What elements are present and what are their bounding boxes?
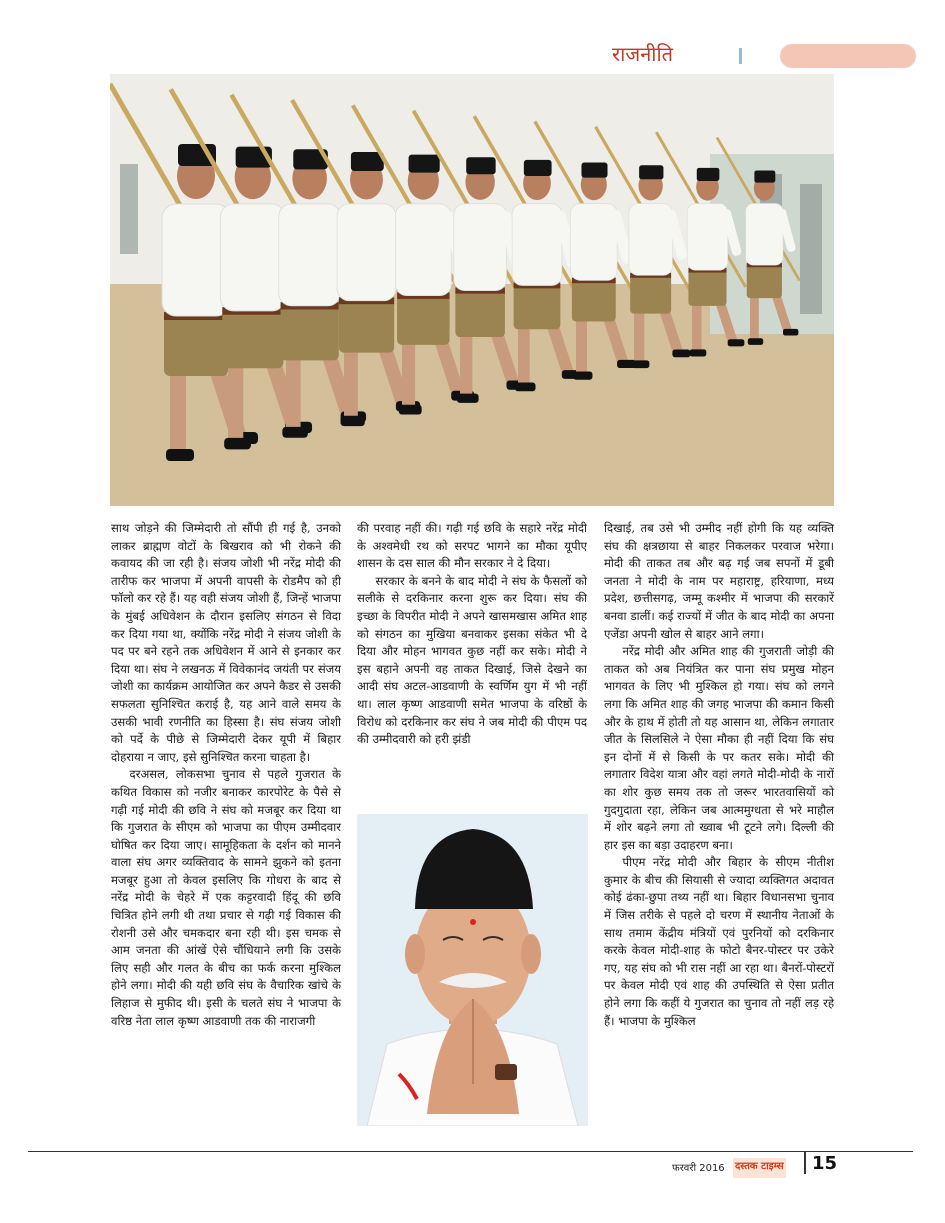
march-illustration [110,74,834,506]
section-label: राजनीति [612,42,674,66]
article-column-1 [111,520,341,1030]
paragraph: दरअसल, लोकसभा चुनाव से पहले गुजरात के कथित विकास को नजीर बनाकर कारपोरेट के पैसे से गढ़ी गई मोदी की छवि ने संघ को मजबूर कर दिया था कि गुजरात के सीएम को भाजपा का पीएम उम्मीदवार घोषित कर दिया जाए। सामूहिकता के दर्शन को मानने वाला संघ अगर व्यक्तिवाद के सामने झुकने को इतना मजबूर हुआ तो केवल इसलिए कि गोधरा के बाद से नरेंद्र मोदी के चेहरे में एक कट्टरवादी हिंदू की छवि चित्रित होने लगी थी तथा प्रचार से गढ़ी गई विकास की रोशनी उसे और चमकदार बना रही थी। इस चमक से आम जनता की आंखें ऐसे चौंधियाने लगी कि उसके लिए सही और गलत के बीच का फर्क करना मुश्किल होने लगा। मोदी की यही छवि संघ के वैचारिक खांचे के लिहाज से मुफीद थी। इसी के चलते संघ ने भाजपा के वरिष्ठ नेता लाल कृष्ण आडवाणी तक की नाराजगी [111,767,341,1028]
header-pill [780,44,916,68]
hero-photo-march [110,74,834,506]
paragraph: की परवाह नहीं की। गढ़ी गई छवि के सहारे नरेंद्र मोदी के अश्वमेधी रथ को सरपट भागने का मौका यूपीए शासन के दस साल की मौन सरकार ने दे दिया। [357,521,587,571]
paragraph: दिखाई, तब उसे भी उम्मीद नहीं होगी कि यह व्यक्ति संघ की क्षत्रछाया से बाहर निकलकर परवाज भरेगा। मोदी की ताकत तब और बढ़ गई जब सपनों में डूबी जनता ने मोदी के नाम पर महाराष्ट्र, हरियाणा, मध्य प्रदेश, छत्तीसगढ़, जम्मू कश्मीर में भाजपा की सरकारें बनवा डालीं। कई राज्यों में जीत के बाद मोदी का अपना एजेंडा अपनी खोल से बाहर आने लगा। [604,521,834,641]
article-column-2 [357,520,587,810]
paragraph: नरेंद्र मोदी और अमित शाह की गुजराती जोड़ी की ताकत को अब नियंत्रित कर पाना संघ प्रमुख मोहन भागवत के लिए भी मुश्किल हो गया। संघ को लगने लगा कि अमित शाह की जगह भाजपा की कमान किसी और के हाथ में होती तो यह आसान था, लेकिन लगातार जीत के सिलसिले ने ऐसा मौका ही नहीं दिया कि संघ इन दोनों में से किसी के पर कतर सके। मोदी की लगातार विदेश यात्रा और वहां लगते मोदी-मोदी के नारों का शोर कुछ समय तक तो जरूर भारतवासियों को गुदगुदाता रहा, लेकिन जब आत्ममुग्धता से भरे माहौल में शोर बढ़ने लगा तो ख्वाब भी टूटने लगे। दिल्ली की हार इस का बड़ा उदाहरण बना। [604,644,834,852]
footer-brand-logo: दस्तक टाइम्स [733,1158,786,1178]
paragraph: साथ जोड़ने की जिम्मेदारी तो सौंपी ही गई है, उनको लाकर ब्राह्मण वोटों के बिखराव को भी रोकने की कवायद की जा रही है। संजय जोशी भी नरेंद्र मोदी की तारीफ कर भाजपा में अपनी वापसी के रोडमैप को ही फॉलो कर रहे हैं। यह वही संजय जोशी हैं, जिन्हें भाजपा के मुंबई अधिवेशन के दौरान इसलिए संगठन से विदा कर दिया गया था, क्योंकि नरेंद्र मोदी ने संजय जोशी के पद पर बने रहने तक अधिवेशन में आने से इनकार कर दिया था। संघ ने लखनऊ में विवेकानंद जयंती पर संजय जोशी का कार्यक्रम आयोजित कर अपने कैडर से उसकी सफलता सुनिश्चित कराई है, यह आने वाले समय के उसकी भावी रणनीति का हिस्सा है। संघ संजय जोशी को पर्दे के पीछे से जिम्मेदारी देकर यूपी में बिहार दोहराया न जाए, इसे सुनिश्चित करना चाहता है। [111,521,341,764]
paragraph: पीएम नरेंद्र मोदी और बिहार के सीएम नीतीश कुमार के बीच की सियासी से ज्यादा व्यक्तिगत अदावत कोई ढंका-छुपा तथ्य नहीं था। बिहार विधानसभा चुनाव में जिस तरीके से पहले दो चरण में स्थानीय नेताओं के साथ तमाम केंद्रीय मंत्रियों एवं पुरनियों को दरकिनार करके केवल मोदी-शाह के फोटो बैनर-पोस्टर पर उकेरे गए, यह संघ को भी रास नहीं आ रहा था। बैनरों-पोस्टरों पर केवल मोदी एवं शाह की उपस्थिति से ऐसा प्रतीत होने लगा कि कहीं ये गुजरात का चुनाव तो नहीं लड़ रहे हैं। भाजपा के मुश्किल [604,855,834,1028]
footer-date: फरवरी 2016 [672,1163,725,1174]
page-number: 15 [812,1153,838,1174]
header-divider [739,48,742,64]
footer-divider [804,1152,806,1174]
article-column-3 [604,520,834,1030]
paragraph: सरकार के बनने के बाद मोदी ने संघ के फैसलों को सलीके से दरकिनार करना शुरू कर दिया। संघ की इच्छा के विपरीत मोदी ने अपने खासमखास अमित शाह को संगठन का मुखिया बनवाकर इसका संकेत भी दे दिया और मोहन भागवत कुछ नहीं कर सके। मोदी ने इस बहाने अपनी वह ताकत दिखाई, जिसे देखने का आदी संघ अटल-आडवाणी के स्वर्णिम युग में भी नहीं था। लाल कृष्ण आडवाणी समेत भाजपा के वरिष्ठों के विरोध को दरकिनार कर संघ ने जब मोदी की पीएम पद की उम्मीदवारी को हरी झंडी [357,573,587,747]
footer-rule [28,1151,913,1152]
portrait-photo [357,814,588,1126]
portrait-illustration [357,814,588,1126]
